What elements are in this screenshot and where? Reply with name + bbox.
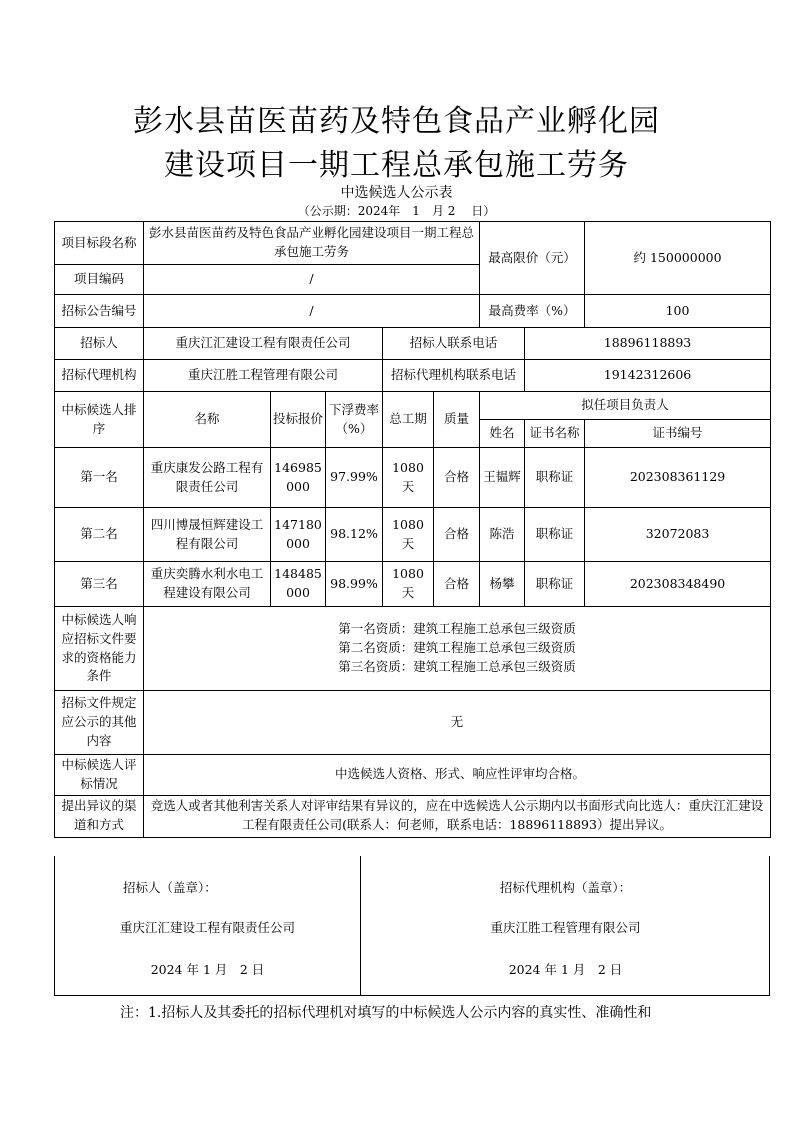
max-price-value: 约 150000000 xyxy=(585,222,771,295)
candidate-rate: 97.99% xyxy=(326,448,383,508)
footnote: 注：1.招标人及其委托的招标代理机对填写的中标候选人公示内容的真实性、准确性和 xyxy=(120,1005,652,1021)
header-price: 投标报价 xyxy=(271,392,326,448)
candidate-name: 重庆奕腾水利水电工程建设有限公司 xyxy=(144,562,271,607)
header-period: 总工期 xyxy=(383,392,434,448)
candidate-period: 1080 天 xyxy=(383,448,434,508)
candidate-period: 1080 天 xyxy=(383,562,434,607)
qualification-line: 第一名资质：建筑工程施工总承包三级资质 xyxy=(338,621,576,637)
table-row xyxy=(55,562,771,607)
candidate-price: 146985000 xyxy=(271,448,326,508)
project-code-label: 项目编码 xyxy=(55,265,144,295)
notice-number-label: 招标公告编号 xyxy=(55,295,144,328)
candidate-cert-no: 32072083 xyxy=(585,508,771,562)
qualification-line: 第三名资质：建筑工程施工总承包三级资质 xyxy=(338,658,576,674)
table-row xyxy=(55,448,771,508)
candidate-rank: 第二名 xyxy=(55,508,144,562)
notice-number-value: / xyxy=(144,295,480,328)
candidate-quality: 合格 xyxy=(434,448,480,508)
header-cert-name: 证书名称 xyxy=(525,420,585,448)
tenderer-seal-label: 招标人（盖章）： xyxy=(123,880,217,895)
tenderer-sign-date: 2024 年 1 月 2 日 xyxy=(150,962,265,977)
candidate-period: 1080 天 xyxy=(383,508,434,562)
candidate-price: 147180000 xyxy=(271,508,326,562)
candidate-rank: 第一名 xyxy=(55,448,144,508)
candidate-person: 杨攀 xyxy=(480,562,525,607)
document-title-line-2: 建设项目一期工程总承包施工劳务 xyxy=(164,148,629,183)
objection-label: 提出异议的渠道和方式 xyxy=(55,795,144,837)
candidate-person: 陈浩 xyxy=(480,508,525,562)
table-row xyxy=(55,508,771,562)
tenderer-phone-value: 18896118893 xyxy=(525,328,771,360)
agency-seal-label: 招标代理机构（盖章）： xyxy=(499,880,632,895)
candidate-cert-no: 202308361129 xyxy=(585,448,771,508)
objection-value: 竞选人或者其他利害关系人对评审结果有异议的，应在中选候选人公示期内以书面形式向比选人：重庆江汇建设工程有限责任公司(联系人：何老师，联系电话：18896118893）提出异议。 xyxy=(144,795,771,837)
agency-sign-date: 2024 年 1 月 2 日 xyxy=(508,962,623,977)
other-content-value: 无 xyxy=(144,691,771,755)
tenderer-signature xyxy=(55,856,360,996)
signature-block xyxy=(54,856,770,996)
document-subtitle: 中选候选人公示表 xyxy=(340,185,453,201)
max-rate-label: 最高费率（%） xyxy=(480,295,585,328)
candidate-cert-name: 职称证 xyxy=(525,448,585,508)
agency-signature xyxy=(360,856,771,996)
other-content-label: 招标文件规定应公示的其他内容 xyxy=(55,691,144,755)
candidate-price: 148485000 xyxy=(271,562,326,607)
tenderer-value: 重庆江汇建设工程有限责任公司 xyxy=(144,328,383,360)
tenderer-label: 招标人 xyxy=(55,328,144,360)
candidate-name: 重庆康发公路工程有限责任公司 xyxy=(144,448,271,508)
project-code-value: / xyxy=(144,265,480,295)
candidate-cert-name: 职称证 xyxy=(525,508,585,562)
header-person: 姓名 xyxy=(480,420,525,448)
agency-value: 重庆江胜工程管理有限公司 xyxy=(144,360,383,392)
qualification-line: 第二名资质：建筑工程施工总承包三级资质 xyxy=(338,640,576,656)
header-name: 名称 xyxy=(144,392,271,448)
agency-phone-value: 19142312606 xyxy=(525,360,771,392)
header-quality: 质量 xyxy=(434,392,480,448)
qualification-value xyxy=(144,607,771,691)
document-title-line-1: 彭水县苗医苗药及特色食品产业孵化园 xyxy=(133,104,660,139)
header-cert-no: 证书编号 xyxy=(585,420,771,448)
agency-label: 招标代理机构 xyxy=(55,360,144,392)
candidate-quality: 合格 xyxy=(434,508,480,562)
header-rank: 中标候选人排序 xyxy=(55,392,144,448)
candidate-cert-name: 职称证 xyxy=(525,562,585,607)
project-name-label: 项目标段名称 xyxy=(55,222,144,265)
max-price-label: 最高限价（元） xyxy=(480,222,585,295)
publicity-period: （公示期：2024年 1 月 2 日） xyxy=(297,204,496,218)
max-rate-value: 100 xyxy=(585,295,771,328)
candidate-name: 四川博晟恒辉建设工程有限公司 xyxy=(144,508,271,562)
project-name-value: 彭水县苗医苗药及特色食品产业孵化园建设项目一期工程总承包施工劳务 xyxy=(144,222,480,265)
qualification-label: 中标候选人响应招标文件要求的资格能力条件 xyxy=(55,607,144,691)
header-rate: 下浮费率（%） xyxy=(326,392,383,448)
candidate-rank: 第三名 xyxy=(55,562,144,607)
candidate-table xyxy=(54,221,771,838)
header-manager: 拟任项目负责人 xyxy=(480,392,771,420)
candidate-rate: 98.99% xyxy=(326,562,383,607)
agency-phone-label: 招标代理机构联系电话 xyxy=(383,360,525,392)
agency-sign-name: 重庆江胜工程管理有限公司 xyxy=(490,920,641,935)
tenderer-sign-name: 重庆江汇建设工程有限责任公司 xyxy=(119,920,295,935)
candidate-cert-no: 202308348490 xyxy=(585,562,771,607)
evaluation-value: 中选候选人资格、形式、响应性评审均合格。 xyxy=(144,755,771,796)
tenderer-phone-label: 招标人联系电话 xyxy=(383,328,525,360)
candidate-person: 王韫辉 xyxy=(480,448,525,508)
candidate-quality: 合格 xyxy=(434,562,480,607)
candidate-rate: 98.12% xyxy=(326,508,383,562)
evaluation-label: 中标候选人评标情况 xyxy=(55,755,144,796)
